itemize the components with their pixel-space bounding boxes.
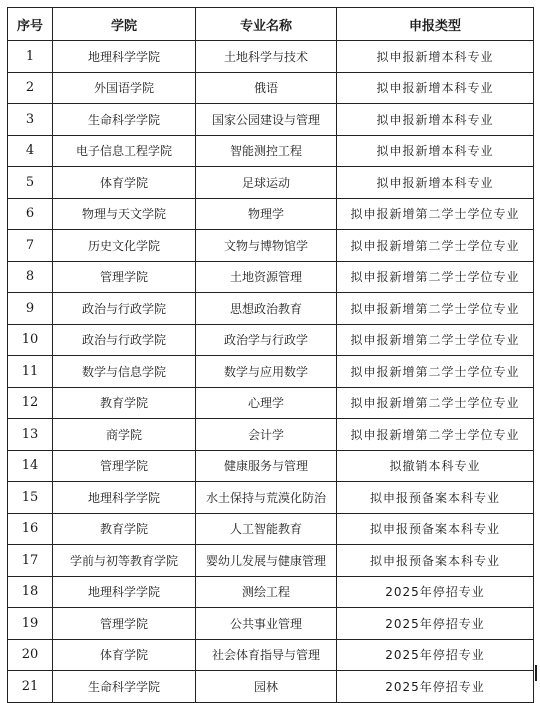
cell-major: 政治学与行政学 xyxy=(196,324,337,356)
cell-no: 12 xyxy=(8,387,53,419)
cell-no: 1 xyxy=(8,41,53,73)
cell-major: 公共事业管理 xyxy=(196,608,337,640)
cell-type: 拟申报新增第二学士学位专业 xyxy=(337,387,534,419)
cell-no: 18 xyxy=(8,576,53,608)
table-row xyxy=(8,545,534,577)
cell-no: 2 xyxy=(8,72,53,104)
cell-type: 拟申报预备案本科专业 xyxy=(337,482,534,514)
cell-no: 13 xyxy=(8,419,53,451)
header-college: 学院 xyxy=(53,8,196,41)
table-row xyxy=(8,608,534,640)
cell-no: 5 xyxy=(8,167,53,199)
table-row xyxy=(8,387,534,419)
cell-no: 10 xyxy=(8,324,53,356)
cell-college: 管理学院 xyxy=(53,608,196,640)
cell-major: 俄语 xyxy=(196,72,337,104)
cell-no: 3 xyxy=(8,104,53,136)
cell-major: 土地资源管理 xyxy=(196,261,337,293)
table-row xyxy=(8,419,534,451)
cell-type: 拟申报新增第二学士学位专业 xyxy=(337,324,534,356)
cell-type: 拟申报新增第二学士学位专业 xyxy=(337,198,534,230)
cell-no: 16 xyxy=(8,513,53,545)
cell-college: 电子信息工程学院 xyxy=(53,135,196,167)
cell-college: 政治与行政学院 xyxy=(53,293,196,325)
cell-college: 生命科学学院 xyxy=(53,671,196,703)
cell-college: 地理科学学院 xyxy=(53,576,196,608)
cell-college: 地理科学学院 xyxy=(53,41,196,73)
cell-college: 生命科学学院 xyxy=(53,104,196,136)
cell-type: 拟申报新增本科专业 xyxy=(337,72,534,104)
cell-major: 智能测控工程 xyxy=(196,135,337,167)
cell-college: 商学院 xyxy=(53,419,196,451)
table-header xyxy=(8,8,534,41)
cell-major: 物理学 xyxy=(196,198,337,230)
cell-college: 地理科学学院 xyxy=(53,482,196,514)
cell-no: 19 xyxy=(8,608,53,640)
cell-college: 管理学院 xyxy=(53,450,196,482)
header-row xyxy=(8,8,534,41)
majors-table xyxy=(7,7,534,703)
cell-no: 17 xyxy=(8,545,53,577)
header-no: 序号 xyxy=(8,8,53,41)
cell-no: 21 xyxy=(8,671,53,703)
cell-type: 2025年停招专业 xyxy=(337,576,534,608)
table-row xyxy=(8,513,534,545)
cell-no: 9 xyxy=(8,293,53,325)
table-row xyxy=(8,324,534,356)
cell-no: 20 xyxy=(8,639,53,671)
table-row xyxy=(8,450,534,482)
cell-major: 会计学 xyxy=(196,419,337,451)
cell-no: 14 xyxy=(8,450,53,482)
edge-mark xyxy=(535,665,537,681)
cell-major: 土地科学与技术 xyxy=(196,41,337,73)
cell-type: 拟撤销本科专业 xyxy=(337,450,534,482)
cell-type: 2025年停招专业 xyxy=(337,608,534,640)
cell-college: 数学与信息学院 xyxy=(53,356,196,388)
cell-type: 拟申报新增本科专业 xyxy=(337,104,534,136)
cell-type: 拟申报新增本科专业 xyxy=(337,41,534,73)
cell-type: 拟申报预备案本科专业 xyxy=(337,513,534,545)
cell-college: 物理与天文学院 xyxy=(53,198,196,230)
table-row xyxy=(8,198,534,230)
table-row xyxy=(8,639,534,671)
cell-college: 外国语学院 xyxy=(53,72,196,104)
cell-type: 拟申报新增本科专业 xyxy=(337,135,534,167)
cell-major: 思想政治教育 xyxy=(196,293,337,325)
table-row xyxy=(8,41,534,73)
table-row xyxy=(8,576,534,608)
header-major: 专业名称 xyxy=(196,8,337,41)
cell-major: 足球运动 xyxy=(196,167,337,199)
cell-major: 数学与应用数学 xyxy=(196,356,337,388)
table-body xyxy=(8,41,534,703)
cell-type: 2025年停招专业 xyxy=(337,671,534,703)
cell-type: 2025年停招专业 xyxy=(337,639,534,671)
table-row xyxy=(8,104,534,136)
cell-major: 国家公园建设与管理 xyxy=(196,104,337,136)
table-row xyxy=(8,230,534,262)
cell-no: 4 xyxy=(8,135,53,167)
cell-college: 教育学院 xyxy=(53,387,196,419)
header-type: 申报类型 xyxy=(337,8,534,41)
cell-major: 健康服务与管理 xyxy=(196,450,337,482)
cell-major: 水土保持与荒漠化防治 xyxy=(196,482,337,514)
cell-college: 管理学院 xyxy=(53,261,196,293)
cell-type: 拟申报新增第二学士学位专业 xyxy=(337,230,534,262)
cell-major: 婴幼儿发展与健康管理 xyxy=(196,545,337,577)
table-row xyxy=(8,482,534,514)
cell-college: 体育学院 xyxy=(53,167,196,199)
table-row xyxy=(8,261,534,293)
cell-type: 拟申报新增第二学士学位专业 xyxy=(337,261,534,293)
cell-major: 园林 xyxy=(196,671,337,703)
table-row xyxy=(8,293,534,325)
cell-no: 11 xyxy=(8,356,53,388)
cell-college: 政治与行政学院 xyxy=(53,324,196,356)
cell-major: 文物与博物馆学 xyxy=(196,230,337,262)
cell-type: 拟申报新增本科专业 xyxy=(337,167,534,199)
table-row xyxy=(8,72,534,104)
cell-type: 拟申报新增第二学士学位专业 xyxy=(337,293,534,325)
table-row xyxy=(8,167,534,199)
table-row xyxy=(8,671,534,703)
cell-no: 7 xyxy=(8,230,53,262)
cell-type: 拟申报预备案本科专业 xyxy=(337,545,534,577)
table-row xyxy=(8,356,534,388)
cell-major: 测绘工程 xyxy=(196,576,337,608)
cell-college: 体育学院 xyxy=(53,639,196,671)
cell-college: 学前与初等教育学院 xyxy=(53,545,196,577)
cell-major: 人工智能教育 xyxy=(196,513,337,545)
cell-major: 社会体育指导与管理 xyxy=(196,639,337,671)
cell-no: 6 xyxy=(8,198,53,230)
cell-no: 15 xyxy=(8,482,53,514)
cell-college: 历史文化学院 xyxy=(53,230,196,262)
cell-college: 教育学院 xyxy=(53,513,196,545)
cell-no: 8 xyxy=(8,261,53,293)
cell-type: 拟申报新增第二学士学位专业 xyxy=(337,419,534,451)
cell-major: 心理学 xyxy=(196,387,337,419)
table-row xyxy=(8,135,534,167)
cell-type: 拟申报新增第二学士学位专业 xyxy=(337,356,534,388)
